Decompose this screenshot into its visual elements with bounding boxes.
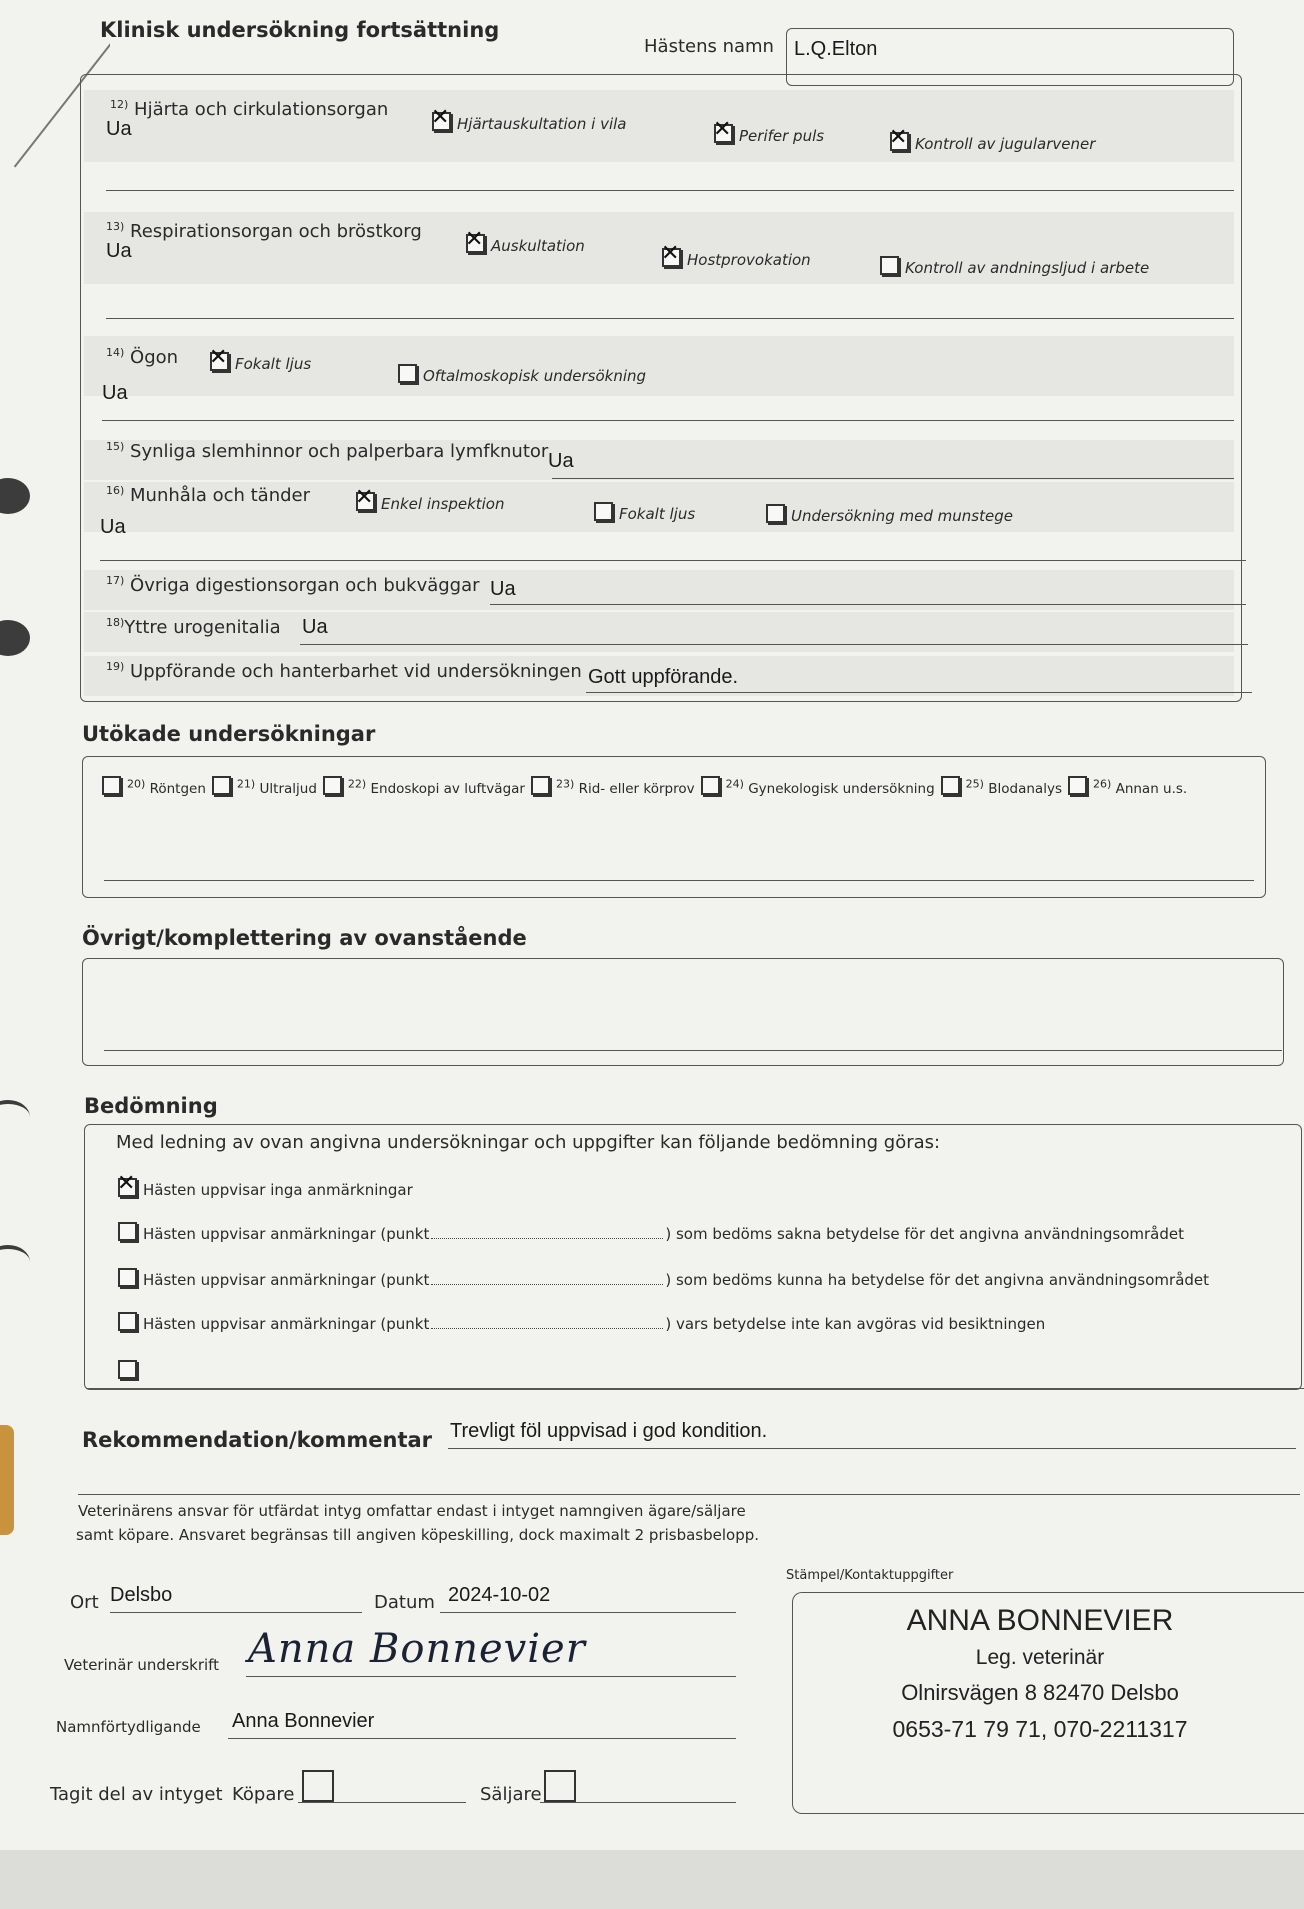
- section-19-label: $^{19)}$ Uppförande och hanterbarhet vid undersökningen: [106, 660, 582, 682]
- check-jugular-veins[interactable]: ✕ Kontroll av jugularvener: [890, 132, 1095, 153]
- answer-line: [246, 1676, 736, 1677]
- answer-line: [110, 1612, 362, 1613]
- answer-line: [78, 1494, 1300, 1495]
- answer-line: [298, 1802, 466, 1803]
- divider: [100, 560, 1246, 561]
- section-12-value[interactable]: Ua: [106, 118, 132, 140]
- section-13-label: $^{13)}$ Respirationsorgan och bröstkorg: [106, 220, 422, 242]
- checkbox-icon[interactable]: [210, 352, 229, 371]
- ext-other[interactable]: $^{26)}$ Annan u.s.: [1068, 776, 1187, 797]
- checkbox-icon[interactable]: [118, 1178, 137, 1197]
- check-eye-focal-light[interactable]: ✕ Fokalt ljus: [210, 352, 311, 373]
- binder-hole: [0, 1100, 30, 1134]
- section-17-label: $^{17)}$ Övriga digestionsorgan och bukväggar: [106, 574, 480, 596]
- checkbox-icon[interactable]: [880, 256, 899, 275]
- section-15-value[interactable]: Ua: [548, 450, 574, 472]
- assessment-option-significance[interactable]: Hästen uppvisar anmärkningar (punkt ) som bedöms kunna ha betydelse för det angivna användningsområdet: [118, 1268, 1209, 1289]
- assessment-title: Bedömning: [84, 1094, 218, 1118]
- other-title: Övrigt/komplettering av ovanstående: [82, 926, 527, 950]
- name-value[interactable]: Anna Bonnevier: [232, 1710, 375, 1732]
- ext-xray[interactable]: $^{20)}$ Röntgen: [102, 776, 206, 797]
- disclaimer-line-1: Veterinärens ansvar för utfärdat intyg omfattar endast i intyget namngiven ägare/säljare: [78, 1502, 746, 1520]
- page-title: Klinisk undersökning fortsättning: [100, 18, 500, 42]
- checkbox-icon[interactable]: [118, 1312, 137, 1331]
- divider: [102, 420, 1234, 421]
- check-mouth-speculum[interactable]: Undersökning med munstege: [766, 504, 1013, 525]
- checkbox-icon[interactable]: [766, 504, 785, 523]
- answer-line: [228, 1738, 736, 1739]
- extended-title: Utökade undersökningar: [82, 722, 376, 746]
- extended-options: [102, 776, 1187, 797]
- checkbox-icon[interactable]: [432, 112, 451, 131]
- checkbox-icon[interactable]: [118, 1360, 137, 1379]
- answer-line: [300, 644, 1248, 645]
- check-breath-sounds-work[interactable]: Kontroll av andningsljud i arbete: [880, 256, 1149, 277]
- checkbox-icon[interactable]: [594, 502, 613, 521]
- stamp-title: Leg. veterinär: [975, 1646, 1105, 1669]
- divider: [106, 318, 1234, 319]
- seller-checkbox[interactable]: [544, 1770, 576, 1802]
- assessment-box: [84, 1124, 1302, 1390]
- section-16-label: $^{16)}$ Munhåla och tänder: [106, 484, 311, 506]
- check-cough-provocation[interactable]: ✕Hostprovokation: [662, 248, 811, 269]
- checkbox-icon[interactable]: [118, 1268, 137, 1287]
- assessment-option-undetermined[interactable]: Hästen uppvisar anmärkningar (punkt ) vars betydelse inte kan avgöras vid besiktningen: [118, 1312, 1045, 1333]
- pen: [0, 1425, 14, 1535]
- recommendation-title: Rekommendation/kommentar: [82, 1428, 433, 1452]
- horse-name-label: Hästens namn: [644, 36, 774, 57]
- section-14-value[interactable]: Ua: [102, 382, 128, 404]
- name-label: Namnförtydligande: [56, 1718, 201, 1736]
- section-18-label: $^{18)}$Yttre urogenitalia: [106, 616, 281, 638]
- answer-line: [490, 604, 1246, 605]
- ext-endoscopy[interactable]: $^{22)}$ Endoskopi av luftvägar: [323, 776, 525, 797]
- check-simple-inspection[interactable]: ✕ Enkel inspektion: [356, 492, 505, 513]
- stamp-address: Olnirsvägen 8 82470 Delsbo: [901, 1680, 1179, 1705]
- section-17-value[interactable]: Ua: [490, 578, 516, 600]
- section-12-label: $^{12)}$ Hjärta och cirkulationsorgan: [110, 98, 389, 120]
- section-16-value[interactable]: Ua: [100, 516, 126, 538]
- binder-hole: [0, 1245, 30, 1279]
- checkbox-icon[interactable]: [466, 234, 485, 253]
- ort-value[interactable]: Delsbo: [110, 1584, 173, 1606]
- answer-line: [540, 1802, 736, 1803]
- section-14-label: $^{14)}$ Ögon: [106, 346, 179, 368]
- answer-line: [586, 692, 1252, 693]
- stamp-label: Stämpel/Kontaktuppgifter: [786, 1568, 954, 1583]
- checkbox-icon[interactable]: [662, 248, 681, 267]
- checkbox-icon[interactable]: [398, 364, 417, 383]
- buyer-label: Köpare: [232, 1784, 295, 1805]
- taken-label: Tagit del av intyget: [50, 1784, 223, 1805]
- assessment-intro: Med ledning av ovan angivna undersökningar och uppgifter kan följande bedömning göras:: [116, 1132, 941, 1153]
- divider: [106, 190, 1234, 191]
- section-13-value[interactable]: Ua: [106, 240, 132, 262]
- section-19-value[interactable]: Gott uppförande.: [588, 666, 739, 688]
- signature-label: Veterinär underskrift: [64, 1656, 220, 1674]
- check-heart-auscultation[interactable]: ✕Hjärtauskultation i vila: [432, 112, 626, 133]
- assessment-option-no-significance[interactable]: Hästen uppvisar anmärkningar (punkt ) som bedöms sakna betydelse för det angivna användningsområdet: [118, 1222, 1184, 1243]
- assessment-option-none[interactable]: ✕Hästen uppvisar inga anmärkningar: [118, 1178, 413, 1199]
- recommendation-value[interactable]: Trevligt föl uppvisad i god kondition.: [450, 1420, 768, 1442]
- answer-line: [552, 478, 1234, 479]
- buyer-checkbox[interactable]: [302, 1770, 334, 1802]
- answer-line: [104, 1050, 1282, 1051]
- answer-line: [104, 880, 1254, 881]
- ort-label: Ort: [70, 1592, 99, 1613]
- ext-blood-analysis[interactable]: $^{25)}$ Blodanalys: [941, 776, 1062, 797]
- answer-line: [448, 1448, 1296, 1449]
- ext-gynecological[interactable]: $^{24)}$ Gynekologisk undersökning: [701, 776, 935, 797]
- section-18-value[interactable]: Ua: [302, 616, 328, 638]
- ext-ultrasound[interactable]: $^{21)}$ Ultraljud: [212, 776, 317, 797]
- horse-name-value: L.Q.Elton: [794, 38, 878, 60]
- assessment-option-blank[interactable]: [118, 1360, 143, 1381]
- divider: [86, 1388, 1304, 1389]
- stamp-phone: 0653-71 79 71, 070-2211317: [892, 1716, 1188, 1742]
- binder-hole: [0, 620, 30, 656]
- section-15-label: $^{15)}$ Synliga slemhinnor och palperbara lymfknutor: [106, 440, 549, 462]
- check-auscultation[interactable]: ✕Auskultation: [466, 234, 585, 255]
- checkbox-icon[interactable]: [714, 124, 733, 143]
- checkbox-icon[interactable]: [890, 132, 909, 151]
- signature: Anna Bonnevier: [248, 1626, 586, 1672]
- check-mouth-focal-light[interactable]: Fokalt ljus: [594, 502, 695, 523]
- disclaimer-line-2: samt köpare. Ansvaret begränsas till angiven köpeskilling, dock maximalt 2 prisbasbelopp.: [76, 1526, 760, 1544]
- checkbox-icon[interactable]: [356, 492, 375, 511]
- answer-line: [440, 1612, 736, 1613]
- datum-value[interactable]: 2024-10-02: [448, 1584, 551, 1606]
- ext-riding-test[interactable]: $^{23)}$ Rid- eller körprov: [531, 776, 695, 797]
- stamp-name: ANNA BONNEVIER: [906, 1604, 1174, 1637]
- checkbox-icon[interactable]: [118, 1222, 137, 1241]
- seller-label: Säljare: [480, 1784, 542, 1805]
- check-ophthalmoscopic[interactable]: Oftalmoskopisk undersökning: [398, 364, 646, 385]
- datum-label: Datum: [374, 1592, 435, 1613]
- check-peripheral-pulse[interactable]: ✕Perifer puls: [714, 124, 824, 145]
- binder-hole: [0, 478, 30, 514]
